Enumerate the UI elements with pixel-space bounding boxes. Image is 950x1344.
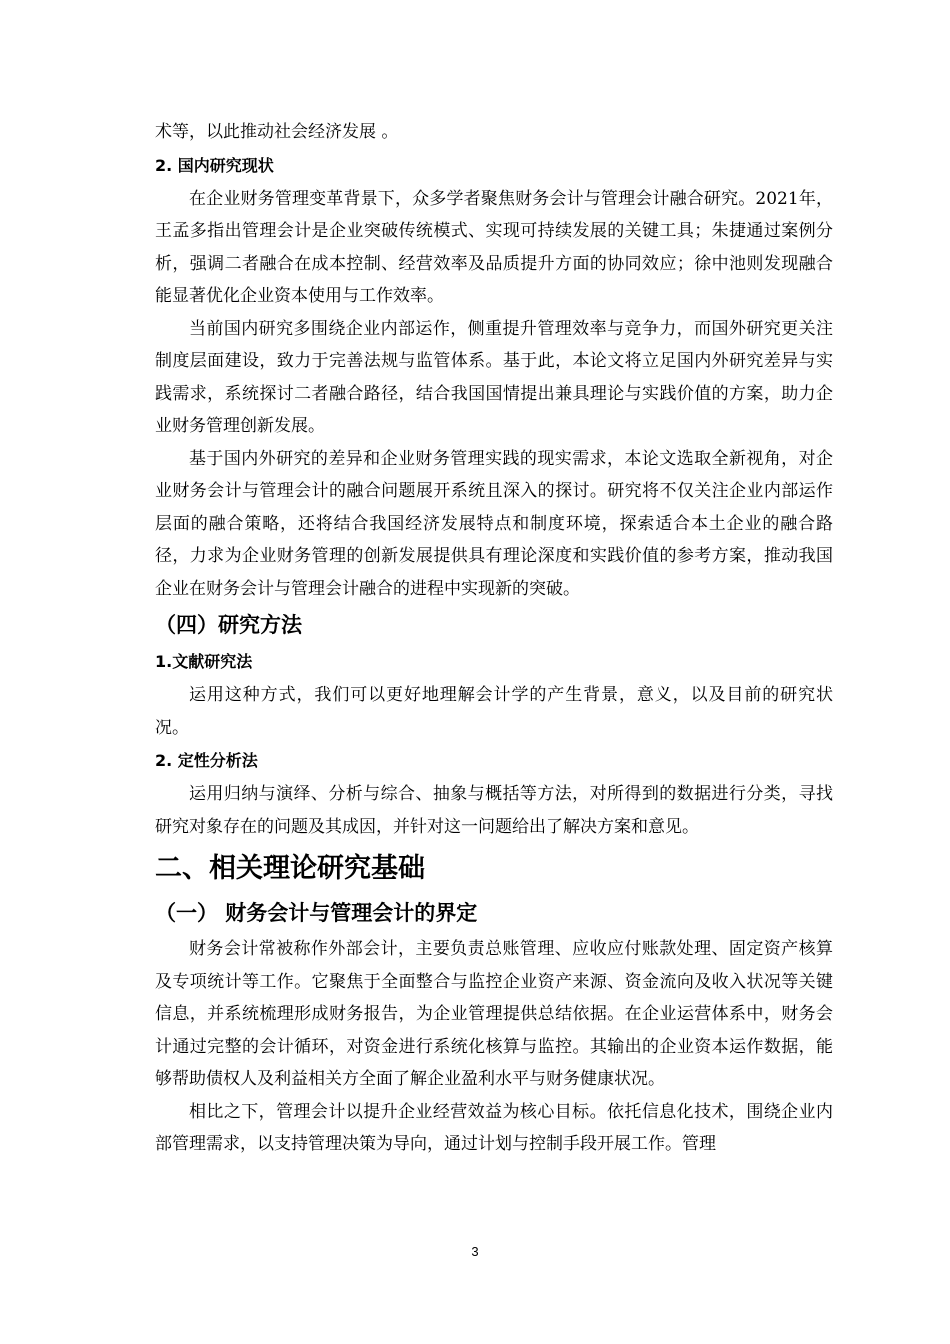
subheading-domestic-research: 2. 国内研究现状 — [155, 155, 274, 175]
page-content — [155, 116, 833, 1161]
paragraph-domestic-scholars: 在企业财务管理变革背景下，众多学者聚焦财务会计与管理会计融合研究。2021年，王孟多指出管理会计是企业突破传统模式、实现可持续发展的关键工具；朱捷通过案例分析，强调二者融合在成本控制、经营效率及品质提升方面的协同效应；徐中池则发现融合能显著优化企业资本使用与工作效率。 — [155, 188, 833, 306]
heading-definition: （一） 财务会计与管理会计的界定 — [155, 901, 478, 925]
paragraph-research-perspective: 基于国内外研究的差异和企业财务管理实践的现实需求，本论文选取全新视角，对企业财务会计与管理会计的融合问题展开系统且深入的探讨。研究将不仅关注企业内部运作层面的融合策略，还将结合我国经济发展特点和制度环境，探索适合本土企业的融合路径，力求为企业财务管理的创新发展提供具有理论深度和实践价值的参考方案，推动我国企业在财务会计与管理会计融合的进程中实现新的突破。 — [155, 448, 833, 599]
page-number: 3 — [471, 1244, 479, 1259]
paragraph-management-accounting: 相比之下，管理会计以提升企业经营效益为核心目标。依托信息化技术，围绕企业内部管理需求，以支持管理决策为导向，通过计划与控制手段开展工作。管理 — [155, 1101, 833, 1154]
subheading-literature-method: 1.文献研究法 — [155, 652, 253, 671]
heading-research-methods: （四）研究方法 — [155, 613, 302, 637]
chapter-heading-theory-basis: 二、相关理论研究基础 — [155, 853, 425, 884]
paragraph-qualitative-method: 运用归纳与演绎、分析与综合、抽象与概括等方法，对所得到的数据进行分类，寻找研究对象存在的问题及其成因，并针对这一问题给出了解决方案和意见。 — [155, 784, 833, 837]
paragraph-continuation: 术等，以此推动社会经济发展 。 — [155, 122, 399, 142]
paragraph-financial-accounting: 财务会计常被称作外部会计，主要负责总账管理、应收应付账款处理、固定资产核算及专项统计等工作。它聚焦于全面整合与监控企业资产来源、资金流向及收入状况等关键信息，并系统梳理形成财务报告，为企业管理提供总结依据。在企业运营体系中，财务会计通过完整的会计循环，对资金进行系统化核算与监控。其输出的企业资本运作数据，能够帮助债权人及利益相关方全面了解企业盈利水平与财务健康状况。 — [155, 939, 833, 1089]
paragraph-literature-method: 运用这种方式，我们可以更好地理解会计学的产生背景，意义，以及目前的研究状况。 — [155, 685, 833, 738]
paragraph-domestic-vs-foreign: 当前国内研究多围绕企业内部运作，侧重提升管理效率与竞争力，而国外研究更关注制度层面建设，致力于完善法规与监管体系。基于此，本论文将立足国内外研究差异与实践需求，系统探讨二者融合路径，结合我国国情提出兼具理论与实践价值的方案，助力企业财务管理创新发展。 — [155, 318, 833, 436]
subheading-qualitative-method: 2. 定性分析法 — [155, 751, 258, 770]
